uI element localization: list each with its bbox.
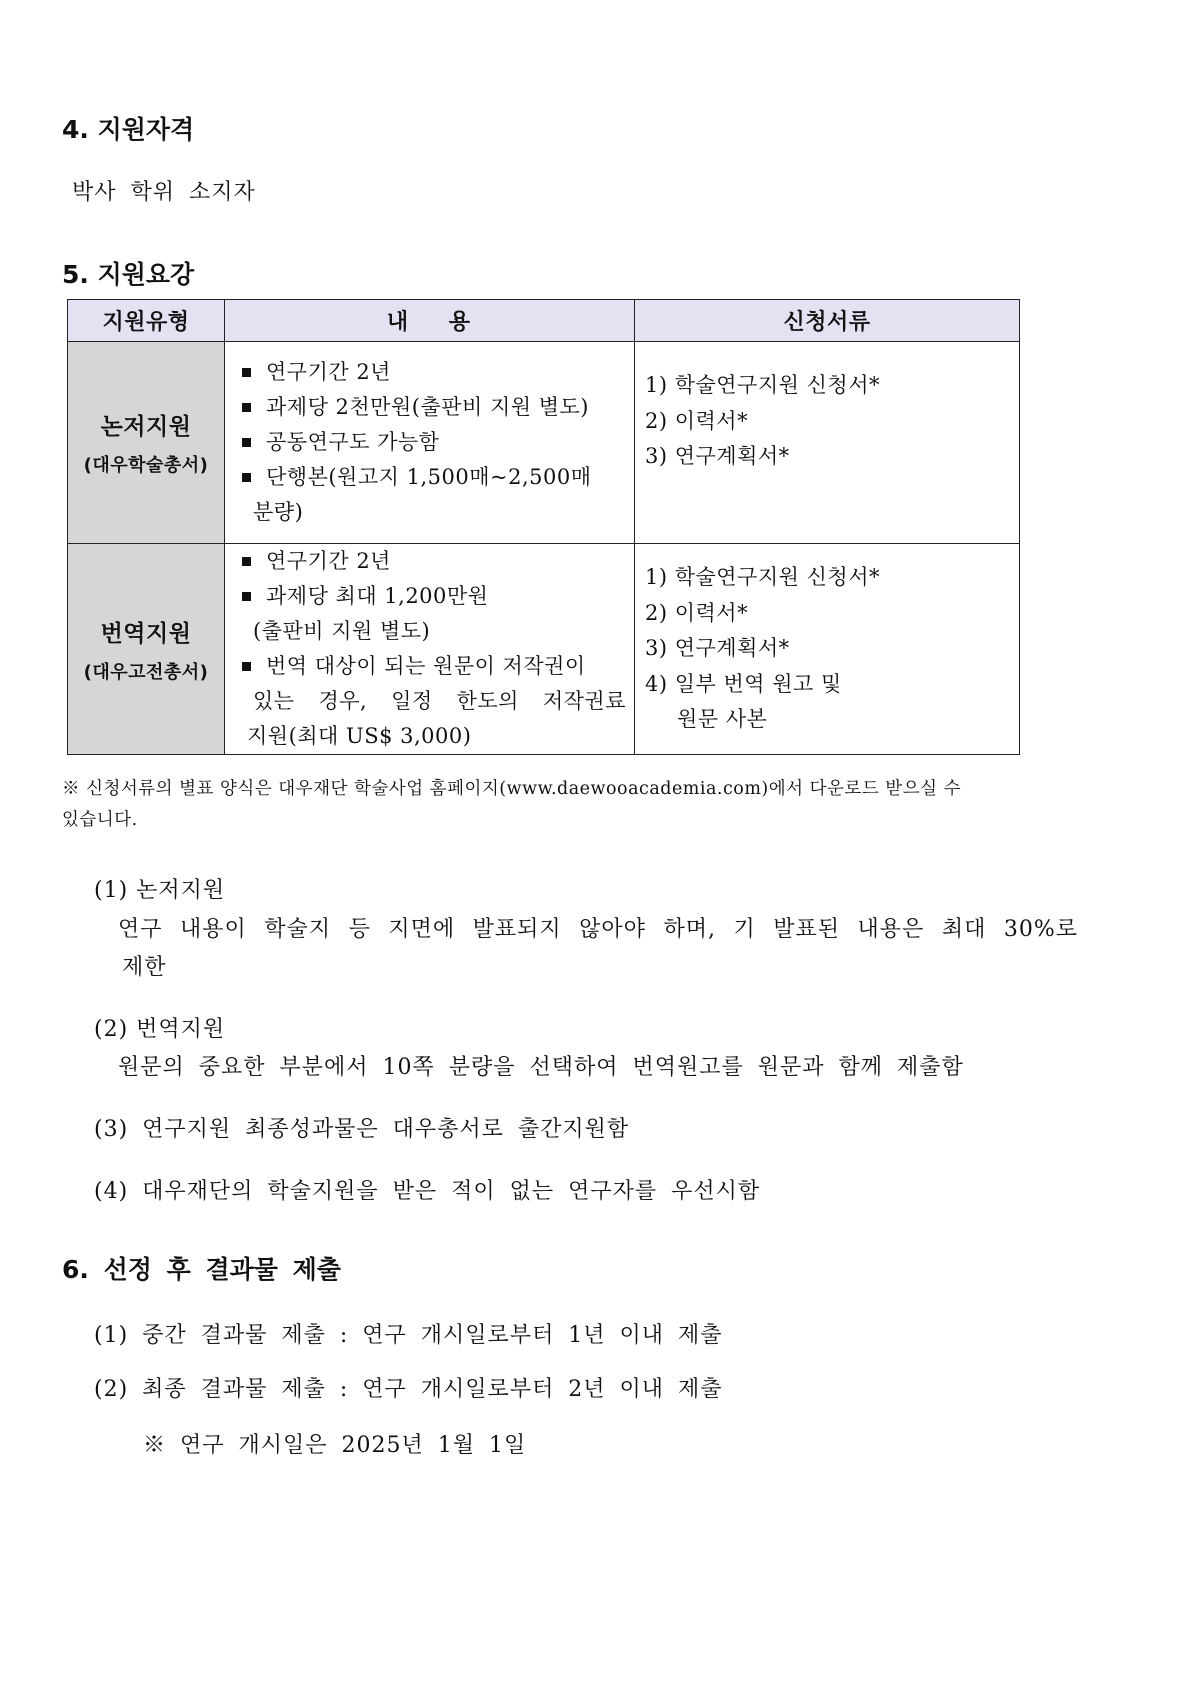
item-4: (4) 대우재단의 학술지원을 받은 적이 없는 연구자를 우선시함 — [94, 1179, 761, 1204]
item-1-title: (1) 논저지원 — [94, 878, 226, 903]
document-item: 1) 학술연구지원 신청서* — [645, 565, 880, 590]
row-type-cell — [68, 342, 225, 544]
row-content-cell — [225, 544, 635, 755]
item-1-body-line-1: 연구 내용이 학술지 등 지면에 발표되지 않아야 하며, 기 발표된 내용은 최대 30%로 — [118, 917, 1078, 942]
row-type-sub: (대우고전총서) — [83, 661, 209, 683]
row-type: 번역지원 — [100, 620, 192, 647]
list-item: 연구기간 2년 — [239, 355, 626, 390]
item-3: (3) 연구지원 최종성과물은 대우총서로 출간지원함 — [94, 1117, 630, 1142]
item-1-body-line-2: 제한 — [122, 955, 167, 980]
square-bullet-icon — [242, 592, 251, 601]
table-row — [68, 544, 1020, 755]
application-requirements-table — [67, 299, 1020, 755]
forms-note-line-2: 있습니다. — [62, 810, 138, 830]
square-bullet-icon — [242, 473, 251, 482]
list-item: 번역 대상이 되는 원문이 저작권이 — [239, 649, 626, 684]
list-item: 단행본(원고지 1,500매~2,500매 — [239, 460, 626, 495]
square-bullet-icon — [242, 438, 251, 447]
interim-submission-item: (1) 중간 결과물 제출 : 연구 개시일로부터 1년 이내 제출 — [94, 1323, 723, 1348]
list-item-continuation: (출판비 지원 별도) — [253, 619, 431, 643]
list-item: 과제당 최대 1,200만원 — [239, 579, 626, 614]
list-item-continuation: 분량) — [253, 500, 304, 524]
document-item: 3) 연구계획서* — [645, 636, 790, 661]
section-6-heading: 6. 선정 후 결과물 제출 — [62, 1255, 341, 1284]
item-2-title: (2) 번역지원 — [94, 1017, 226, 1042]
row-type: 논저지원 — [100, 414, 192, 440]
document-item-continuation: 원문 사본 — [677, 707, 768, 732]
row-type-cell — [68, 544, 225, 755]
document-item: 3) 연구계획서* — [645, 444, 790, 468]
start-date-note: ※ 연구 개시일은 2025년 1월 1일 — [143, 1433, 527, 1458]
list-item-continuation: 지원(최대 US$ 3,000) — [247, 724, 472, 748]
row-content-cell — [225, 342, 635, 544]
document-item: 2) 이력서* — [645, 600, 749, 625]
section-5-heading: 5. 지원요강 — [62, 260, 195, 289]
section-4-body: 박사 학위 소지자 — [72, 180, 256, 205]
header-content: 내 용 — [225, 300, 635, 342]
header-type: 지원유형 — [68, 300, 225, 342]
table-header-row — [68, 300, 1020, 342]
square-bullet-icon — [242, 662, 251, 671]
square-bullet-icon — [242, 368, 251, 377]
row-type-sub: (대우학술총서) — [83, 455, 209, 476]
row-documents-cell — [635, 544, 1020, 755]
item-2-body: 원문의 중요한 부분에서 10쪽 분량을 선택하여 번역원고를 원문과 함께 제출함 — [118, 1055, 964, 1080]
square-bullet-icon — [242, 403, 251, 412]
list-item: 과제당 2천만원(출판비 지원 별도) — [239, 390, 626, 425]
document-item: 2) 이력서* — [645, 408, 749, 433]
forms-note-line-1: ※ 신청서류의 별표 양식은 대우재단 학술사업 홈페이지(www.daewooacademia.com)에서 다운로드 받으실 수 — [62, 779, 961, 799]
final-submission-item: (2) 최종 결과물 제출 : 연구 개시일로부터 2년 이내 제출 — [94, 1377, 723, 1402]
row-documents-cell — [635, 342, 1020, 544]
document-item: 4) 일부 번역 원고 및 — [645, 671, 842, 696]
list-item-continuation: 있는 경우, 일정 한도의 저작권료 — [253, 689, 626, 713]
list-item: 공동연구도 가능함 — [239, 425, 626, 460]
document-item: 1) 학술연구지원 신청서* — [645, 373, 880, 397]
square-bullet-icon — [242, 557, 251, 566]
header-documents: 신청서류 — [635, 300, 1020, 342]
section-4-heading: 4. 지원자격 — [62, 115, 195, 144]
list-item: 연구기간 2년 — [239, 544, 626, 579]
table-row — [68, 342, 1020, 544]
